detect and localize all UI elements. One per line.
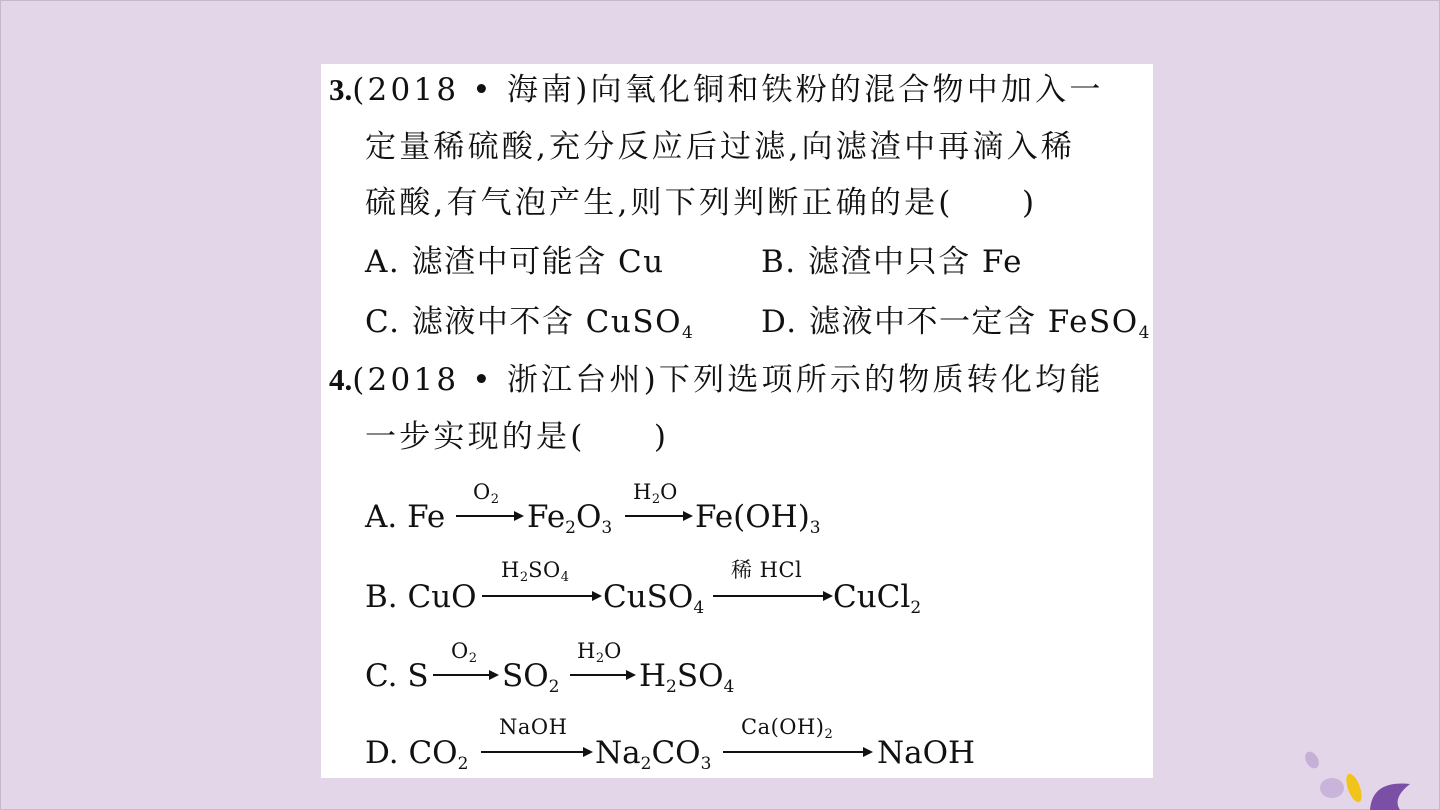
q4-option-c-arrow1-label: $O_2$ <box>451 639 477 666</box>
q4-option-c-mid: $SO_2$ <box>502 658 560 697</box>
q4-option-d-arrow2 <box>723 746 873 758</box>
q4-option-c-end: $H_2SO_4$ <box>639 658 735 697</box>
q3-option-a: A. 滤渣中可能含 Cu <box>365 244 665 280</box>
q4-option-a-prefix: A. Fe <box>365 499 446 535</box>
q4-option-b-arrow2-label: 稀 HCl <box>731 558 803 582</box>
question-card <box>321 64 1153 778</box>
q3-line-1 <box>329 74 1104 106</box>
q4-option-a-mid: $Fe_2O_3$ <box>527 499 613 538</box>
q4-number: 4. <box>329 362 353 397</box>
q4-option-d-prefix: D. $CO_2$ <box>365 735 469 774</box>
q4-option-a-arrow1-label: $O_2$ <box>473 480 499 507</box>
leaf-decoration <box>1300 740 1440 810</box>
q3-text-1: (2018 • 海南)向氧化铜和铁粉的混合物中加入一 <box>352 72 1104 108</box>
q4-option-a-arrow2 <box>625 510 693 522</box>
q4-option-d-arrow1-label: NaOH <box>499 715 568 739</box>
q4-line-1 <box>329 364 1104 396</box>
q3-line-3: 硫酸,有气泡产生,则下列判断正确的是( ) <box>365 185 1038 221</box>
q4-option-a-arrow1 <box>456 510 524 522</box>
q4-option-d-arrow1 <box>481 746 593 758</box>
q4-option-c-arrow1 <box>433 669 499 681</box>
q3-option-b: B. 滤渣中只含 Fe <box>761 244 1024 280</box>
q3-option-d-text: D. 滤液中不一定含 FeSO <box>761 304 1139 340</box>
q4-option-b-arrow1-label: $H_2SO_4$ <box>501 558 569 585</box>
q4-option-b-arrow1 <box>482 590 602 602</box>
q4-option-c-prefix: C. S <box>365 658 429 694</box>
q3-option-c-sub: 4 <box>682 323 693 343</box>
q3-option-c-text: C. 滤液中不含 CuSO <box>365 304 683 340</box>
q4-text-1: (2018 • 浙江台州)下列选项所示的物质转化均能 <box>352 362 1104 398</box>
q4-option-d-arrow2-label: $Ca(OH)_2$ <box>741 715 833 742</box>
q4-line-2: 一步实现的是( ) <box>365 419 670 455</box>
q4-option-b-mid: CuSO$_4$ <box>603 579 705 618</box>
q4-option-c-arrow2 <box>570 669 636 681</box>
q4-option-b-prefix: B. CuO <box>365 579 477 615</box>
q4-option-d-end: NaOH <box>877 735 976 771</box>
q4-option-b-arrow2 <box>713 590 833 602</box>
q3-option-c <box>365 304 693 343</box>
q3-option-d <box>761 304 1150 343</box>
q3-line-2: 定量稀硫酸,充分反应后过滤,向滤渣中再滴入稀 <box>365 129 1076 165</box>
q4-option-b-end: CuCl$_2$ <box>833 579 922 618</box>
q3-option-d-sub: 4 <box>1138 323 1150 343</box>
q4-option-d-mid: $Na_2CO_3$ <box>595 735 712 774</box>
q3-number: 3. <box>329 72 353 107</box>
q4-option-c-arrow2-label: $H_2O$ <box>577 639 622 666</box>
q4-option-a-arrow2-label: $H_2O$ <box>633 480 678 507</box>
q4-option-a-end: $Fe(OH)_3$ <box>695 499 821 538</box>
